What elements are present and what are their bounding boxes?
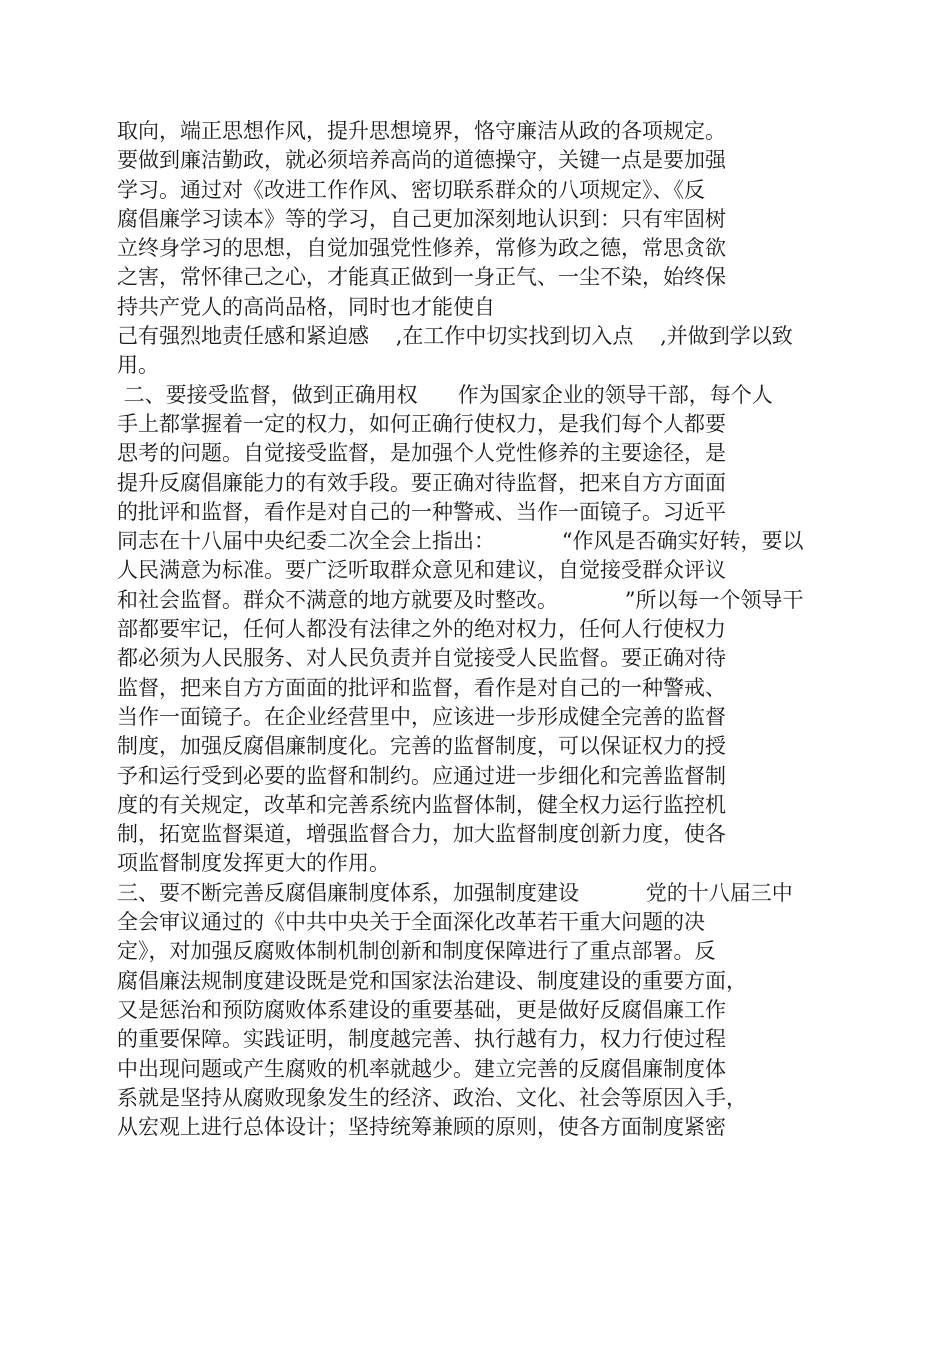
text-line: 中出现问题或产生腐败的机率就越少。建立完善的反腐倡廉制度体 bbox=[117, 1056, 726, 1081]
text-line: 项监督制度发挥更大的作用。 bbox=[117, 851, 390, 876]
text-line: 三、要不断完善反腐倡廉制度体系，加强制度建设 党的十八届三中 bbox=[117, 880, 793, 905]
text-line: 腐倡廉法规制度建设既是党和国家法治建设、制度建设的重要方面， bbox=[117, 968, 747, 993]
text-line: 人民满意为标准。要广泛听取群众意见和建议，自觉接受群众评议 bbox=[117, 558, 726, 583]
text-line: 要做到廉洁勤政，就必须培养高尚的道德操守，关键一点是要加强 bbox=[117, 148, 726, 173]
text-line: 思考的问题。自觉接受监督，是加强个人党性修养的主要途径，是 bbox=[117, 441, 726, 466]
text-line: 持共产党人的高尚品格，同时也才能使自 bbox=[117, 294, 495, 319]
text-line: 从宏观上进行总体设计；坚持统筹兼顾的原则，使各方面制度紧密 bbox=[117, 1115, 726, 1140]
text-line: 部都要牢记，任何人都没有法律之外的绝对权力，任何人行使权力 bbox=[117, 617, 726, 642]
text-line: 系就是坚持从腐败现象发生的经济、政治、文化、社会等原因入手， bbox=[117, 1085, 747, 1110]
text-line: 和社会监督。群众不满意的地方就要及时整改。 ”所以每一个领导干 bbox=[117, 587, 804, 612]
body-text bbox=[117, 117, 837, 1142]
text-line: 又是惩治和预防腐败体系建设的重要基础，更是做好反腐倡廉工作 bbox=[117, 997, 726, 1022]
text-line: 定》，对加强反腐败体制机制创新和制度保障进行了重点部署。反 bbox=[117, 939, 716, 964]
text-line: 予和运行受到必要的监督和制约。应通过进一步细化和完善监督制 bbox=[117, 763, 726, 788]
text-line: 之害，常怀律己之心，才能真正做到一身正气、一尘不染，始终保 bbox=[117, 265, 726, 290]
text-line: 手上都掌握着一定的权力，如何正确行使权力，是我们每个人都要 bbox=[117, 411, 726, 436]
text-line: 的批评和监督，看作是对自己的一种警戒、当作一面镜子。习近平 bbox=[117, 499, 726, 524]
text-line: 制度，加强反腐倡廉制度化。完善的监督制度，可以保证权力的授 bbox=[117, 734, 726, 759]
text-line: 监督，把来自方方面面的批评和监督，看作是对自己的一种警戒、 bbox=[117, 675, 726, 700]
text-line: 度的有关规定，改革和完善系统内监督体制，健全权力运行监控机 bbox=[117, 792, 726, 817]
text-line: 用。 bbox=[117, 353, 159, 378]
text-line: 的重要保障。实践证明，制度越完善、执行越有力，权力行使过程 bbox=[117, 1027, 726, 1052]
text-line: 学习。通过对《改进工作作风、密切联系群众的八项规定》、《反 bbox=[117, 177, 705, 202]
text-line: 二、要接受监督，做到正确用权 作为国家企业的领导干部，每个人 bbox=[117, 382, 773, 407]
text-line: 取向，端正思想作风，提升思想境界，恪守廉洁从政的各项规定。 bbox=[117, 119, 726, 143]
text-line: 当作一面镜子。在企业经营里中，应该进一步形成健全完善的监督 bbox=[117, 704, 726, 729]
text-line: 同志在十八届中央纪委二次全会上指出： “作风是否确实好转，要以 bbox=[117, 529, 804, 554]
text-line: 腐倡廉学习读本》等的学习，自己更加深刻地认识到：只有牢固树 bbox=[117, 206, 726, 231]
text-line: 己有强烈地责任感和紧迫感 ,在工作中切实找到切入点 ,并做到学以致 bbox=[117, 324, 793, 349]
text-line: 制，拓宽监督渠道，增强监督合力，加大监督制度创新力度，使各 bbox=[117, 822, 726, 847]
text-line: 都必须为人民服务、对人民负责并自觉接受人民监督。要正确对待 bbox=[117, 646, 726, 671]
text-line: 全会审议通过的《中共中央关于全面深化改革若干重大问题的决 bbox=[117, 910, 705, 935]
text-line: 立终身学习的思想，自觉加强党性修养，常修为政之德，常思贪欲 bbox=[117, 236, 726, 261]
text-line: 提升反腐倡廉能力的有效手段。要正确对待监督，把来自方方面面 bbox=[117, 470, 726, 495]
